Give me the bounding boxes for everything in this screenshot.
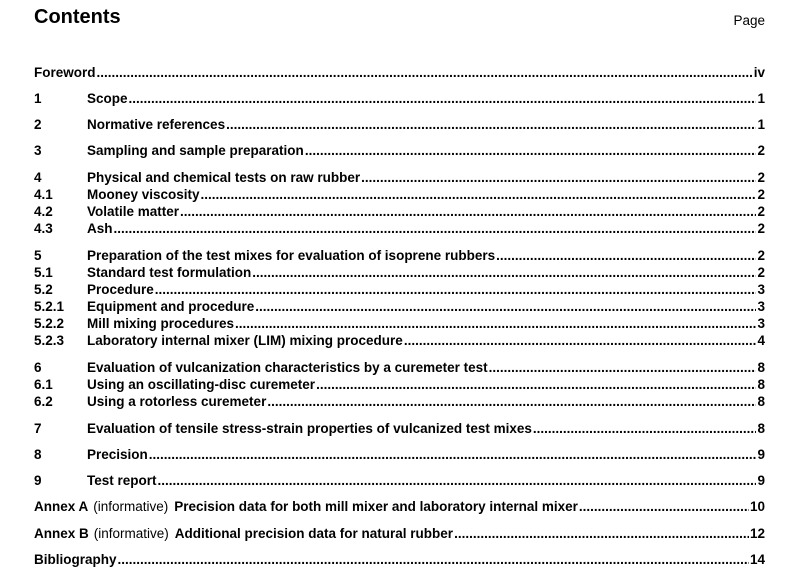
- toc-entry-page: 10: [749, 499, 765, 514]
- toc-entry-title: Mooney viscosity: [87, 187, 200, 202]
- toc-entry-page: 3: [757, 299, 765, 314]
- toc-entry-title: Equipment and procedure: [87, 299, 255, 314]
- toc-entry-page: 9: [757, 473, 765, 488]
- toc-entry-page: 2: [757, 143, 765, 158]
- dot-leader: [316, 376, 756, 394]
- dot-leader: [129, 90, 757, 108]
- dot-leader: [158, 472, 757, 490]
- annex-label: Annex A: [34, 499, 89, 514]
- toc-entry-sampling[interactable]: [34, 142, 765, 160]
- dot-leader: [235, 315, 756, 333]
- toc-entry-foreword[interactable]: [34, 64, 765, 82]
- toc-entry-number: 4.3: [34, 221, 53, 236]
- toc-entry-mill-mixing[interactable]: [34, 315, 765, 333]
- dot-leader: [454, 525, 749, 543]
- toc-entry-page: 8: [757, 377, 765, 392]
- annex-note: (informative): [93, 499, 169, 514]
- dot-leader: [533, 420, 757, 438]
- toc-entry-number: 5.2.1: [34, 299, 65, 314]
- dot-leader: [305, 142, 757, 160]
- dot-leader: [361, 169, 756, 187]
- dot-leader: [226, 116, 756, 134]
- toc-entry-page: 2: [757, 170, 765, 185]
- toc-entry-number: 6.2: [34, 394, 53, 409]
- toc-entry-title: Additional precision data for natural rubber: [174, 526, 454, 541]
- toc-entry-page: 14: [749, 552, 765, 567]
- toc-entry-number: 2: [34, 117, 42, 132]
- toc-entry-number: 5.1: [34, 265, 53, 280]
- toc-entry-title: Standard test formulation: [87, 265, 252, 280]
- toc-entry-title: Evaluation of tensile stress-strain properties of vulcanized test mixes: [87, 421, 532, 436]
- toc-entry-number: 7: [34, 421, 42, 436]
- toc-entry-number: 5.2: [34, 282, 53, 297]
- toc-entry-annex-a[interactable]: [34, 498, 765, 516]
- toc-entry-oscillating-disc-curemeter[interactable]: [34, 376, 765, 394]
- dot-leader: [404, 332, 757, 350]
- dot-leader: [97, 64, 753, 82]
- toc-entry-title: Normative references: [87, 117, 226, 132]
- dot-leader: [180, 203, 756, 221]
- toc-entry-number: 9: [34, 473, 42, 488]
- toc-entry-number: 4: [34, 170, 42, 185]
- page-column-label: Page: [733, 13, 765, 28]
- toc-entry-title: Volatile matter: [87, 204, 180, 219]
- toc-entry-number: 6.1: [34, 377, 53, 392]
- toc-entry-bibliography[interactable]: [34, 551, 765, 569]
- toc-entry-page: 1: [757, 91, 765, 106]
- toc-entry-title: Using an oscillating-disc curemeter: [87, 377, 316, 392]
- toc-entry-vulcanization-characteristics[interactable]: [34, 359, 765, 377]
- toc-entry-page: 12: [749, 526, 765, 541]
- toc-entry-page: 8: [757, 394, 765, 409]
- toc-entry-page: iv: [753, 65, 765, 80]
- toc-entry-title: Laboratory internal mixer (LIM) mixing procedure: [87, 333, 403, 348]
- page-title: Contents: [34, 6, 121, 28]
- toc-entry-procedure[interactable]: [34, 281, 765, 299]
- toc-entry-tensile-stress-strain[interactable]: [34, 420, 765, 438]
- toc-entry-title: Precision: [87, 447, 148, 462]
- toc-entry-test-report[interactable]: [34, 472, 765, 490]
- toc-entry-title: Procedure: [87, 282, 154, 297]
- toc-entry-page: 2: [757, 204, 765, 219]
- toc-entry-lim-mixing[interactable]: [34, 332, 765, 350]
- toc-entry-preparation-test-mixes[interactable]: [34, 247, 765, 265]
- toc-entry-scope[interactable]: [34, 90, 765, 108]
- toc-entry-equipment-procedure[interactable]: [34, 298, 765, 316]
- toc-entry-page: 8: [757, 421, 765, 436]
- dot-leader: [267, 393, 756, 411]
- toc-entry-page: 8: [757, 360, 765, 375]
- toc-entry-page: 2: [757, 248, 765, 263]
- toc-entry-title: Bibliography: [34, 552, 117, 567]
- toc-entry-page: 2: [757, 187, 765, 202]
- toc-entry-annex-b[interactable]: [34, 525, 765, 543]
- dot-leader: [252, 264, 756, 282]
- toc-entry-title: Physical and chemical tests on raw rubber: [87, 170, 361, 185]
- toc-entry-volatile-matter[interactable]: [34, 203, 765, 221]
- toc-entry-page: 4: [757, 333, 765, 348]
- toc-entry-number: 8: [34, 447, 42, 462]
- toc-entry-page: 2: [757, 221, 765, 236]
- toc-entry-standard-test-formulation[interactable]: [34, 264, 765, 282]
- toc-entry-page: 1: [757, 117, 765, 132]
- toc-entry-title: Sampling and sample preparation: [87, 143, 304, 158]
- dot-leader: [118, 551, 749, 569]
- toc-entry-page: 2: [757, 265, 765, 280]
- toc-entry-number: 4.2: [34, 204, 53, 219]
- toc-entry-title: Evaluation of vulcanization characteristics by a curemeter test: [87, 360, 488, 375]
- toc-entry-precision[interactable]: [34, 446, 765, 464]
- toc-entry-number: 5: [34, 248, 42, 263]
- toc-entry-page: 3: [757, 316, 765, 331]
- toc-entry-normative-references[interactable]: [34, 116, 765, 134]
- dot-leader: [489, 359, 757, 377]
- dot-leader: [149, 446, 757, 464]
- toc-entry-physical-chemical-tests[interactable]: [34, 169, 765, 187]
- toc-entry-number: 5.2.3: [34, 333, 65, 348]
- toc-entry-title: Ash: [87, 221, 113, 236]
- toc-entry-title: Mill mixing procedures: [87, 316, 235, 331]
- annex-label: Annex B: [34, 526, 89, 541]
- dot-leader: [496, 247, 756, 265]
- toc-entry-title: Preparation of the test mixes for evaluation of isoprene rubbers: [87, 248, 496, 263]
- toc-entry-title: Precision data for both mill mixer and laboratory internal mixer: [174, 499, 578, 514]
- toc-entry-title: Using a rotorless curemeter: [87, 394, 267, 409]
- toc-entry-number: 3: [34, 143, 42, 158]
- annex-note: (informative): [93, 526, 169, 541]
- dot-leader: [579, 498, 749, 516]
- toc-entry-page: 9: [757, 447, 765, 462]
- toc-entry-title: Scope: [87, 91, 128, 106]
- dot-leader: [114, 220, 757, 238]
- toc-entry-title: Foreword: [34, 65, 96, 80]
- toc-entry-number: 1: [34, 91, 42, 106]
- toc-entry-number: 4.1: [34, 187, 53, 202]
- dot-leader: [201, 186, 757, 204]
- toc-entry-title: Test report: [87, 473, 157, 488]
- toc-entry-rotorless-curemeter[interactable]: [34, 393, 765, 411]
- toc-entry-number: 6: [34, 360, 42, 375]
- toc-entry-mooney-viscosity[interactable]: [34, 186, 765, 204]
- toc-entry-ash[interactable]: [34, 220, 765, 238]
- toc-entry-page: 3: [757, 282, 765, 297]
- toc-entry-number: 5.2.2: [34, 316, 65, 331]
- dot-leader: [155, 281, 757, 299]
- dot-leader: [255, 298, 756, 316]
